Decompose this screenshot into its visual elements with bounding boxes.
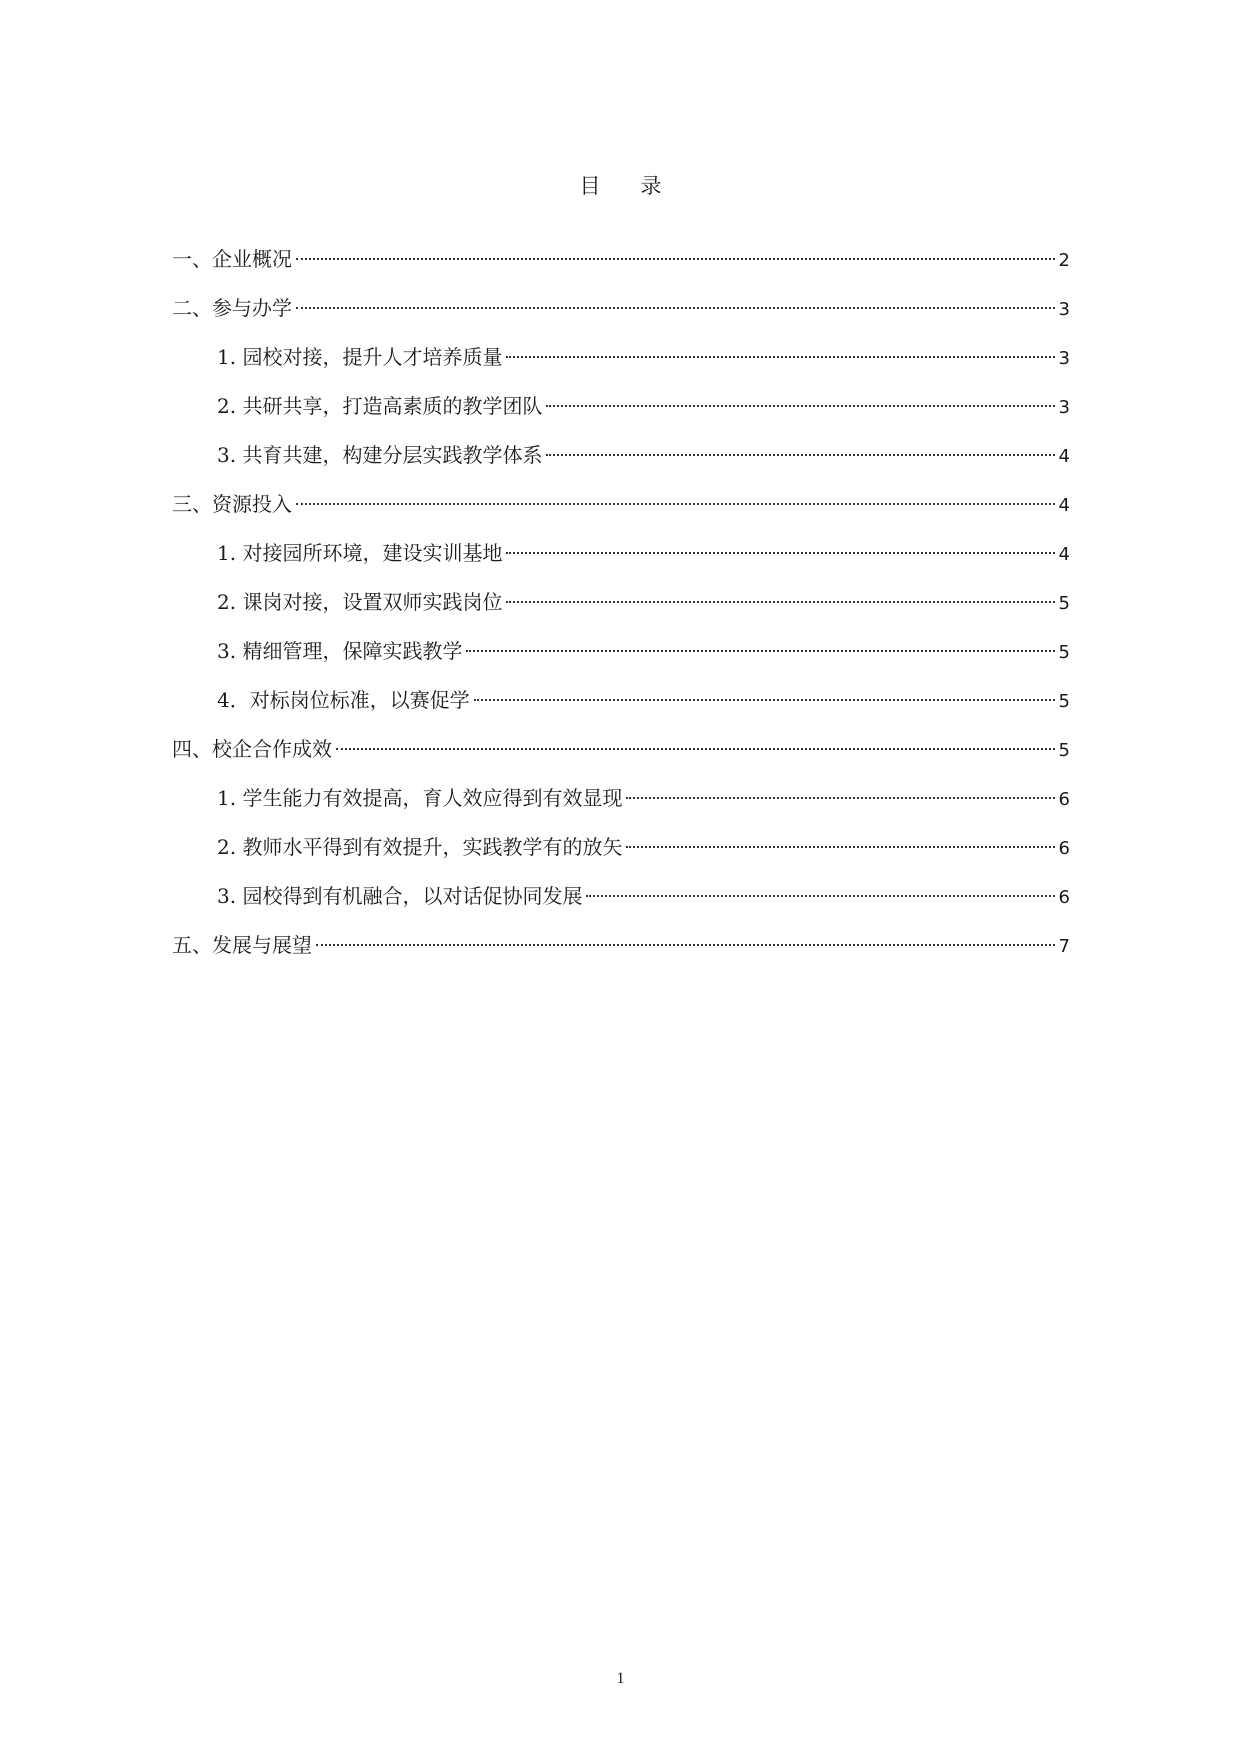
toc-entry-page-number: 4	[1058, 495, 1070, 516]
page-number: 1	[616, 1670, 625, 1687]
toc-entry-page-number: 3	[1058, 397, 1070, 418]
toc-entry[interactable]	[172, 537, 1070, 586]
toc-dot-leader	[626, 777, 1054, 799]
toc-entry-label: 3. 园校得到有机融合，以对话促协同发展	[217, 884, 583, 908]
toc-entry-label: 1. 学生能力有效提高，育人效应得到有效显现	[217, 786, 623, 810]
toc-dot-leader	[586, 875, 1054, 897]
toc-entry-label: 1. 对接园所环境，建设实训基地	[217, 541, 503, 565]
toc-entry[interactable]	[172, 488, 1070, 537]
toc-entry-label: 2. 共研共享，打造高素质的教学团队	[217, 394, 543, 418]
toc-entry-label: 五、发展与展望	[172, 933, 312, 957]
toc-entry-page-number: 5	[1058, 691, 1070, 712]
toc-entry-page-number: 6	[1058, 838, 1070, 859]
toc-list	[172, 243, 1070, 978]
toc-dot-leader	[474, 679, 1055, 701]
toc-entry[interactable]	[172, 831, 1070, 880]
toc-entry-page-number: 3	[1058, 299, 1070, 320]
toc-dot-leader	[546, 434, 1054, 456]
toc-entry-label: 4．对标岗位标准，以赛促学	[217, 688, 470, 712]
toc-entry-page-number: 4	[1058, 446, 1070, 467]
toc-dot-leader	[296, 483, 1055, 505]
toc-dot-leader	[546, 385, 1054, 407]
toc-entry[interactable]	[172, 390, 1070, 439]
toc-entry[interactable]	[172, 439, 1070, 488]
toc-entry-label: 3. 共育共建，构建分层实践教学体系	[217, 443, 543, 467]
toc-entry-page-number: 5	[1058, 642, 1070, 663]
toc-entry[interactable]	[172, 929, 1070, 978]
toc-entry-page-number: 3	[1058, 348, 1070, 369]
toc-entry[interactable]	[172, 733, 1070, 782]
toc-title: 目录	[579, 174, 702, 198]
toc-entry[interactable]	[172, 586, 1070, 635]
toc-entry-page-number: 2	[1058, 250, 1070, 271]
toc-entry-page-number: 6	[1058, 789, 1070, 810]
toc-entry-label: 二、参与办学	[172, 296, 292, 320]
toc-dot-leader	[296, 287, 1055, 309]
toc-entry-label: 一、企业概况	[172, 247, 292, 271]
toc-entry-label: 四、校企合作成效	[172, 737, 332, 761]
toc-entry-label: 1. 园校对接，提升人才培养质量	[217, 345, 503, 369]
toc-entry[interactable]	[172, 635, 1070, 684]
toc-entry[interactable]	[172, 684, 1070, 733]
toc-entry[interactable]	[172, 243, 1070, 292]
toc-dot-leader	[316, 924, 1055, 946]
toc-entry[interactable]	[172, 292, 1070, 341]
toc-entry-label: 2. 教师水平得到有效提升，实践教学有的放矢	[217, 835, 623, 859]
toc-entry-page-number: 5	[1058, 740, 1070, 761]
toc-entry-label: 2. 课岗对接，设置双师实践岗位	[217, 590, 503, 614]
toc-entry-page-number: 5	[1058, 593, 1070, 614]
toc-dot-leader	[506, 336, 1054, 358]
toc-dot-leader	[626, 826, 1054, 848]
toc-entry[interactable]	[172, 880, 1070, 929]
toc-dot-leader	[506, 532, 1054, 554]
toc-dot-leader	[466, 630, 1054, 652]
toc-dot-leader	[336, 728, 1055, 750]
toc-entry-page-number: 4	[1058, 544, 1070, 565]
toc-entry[interactable]	[172, 341, 1070, 390]
toc-entry-label: 3. 精细管理，保障实践教学	[217, 639, 463, 663]
toc-dot-leader	[506, 581, 1054, 603]
toc-dot-leader	[296, 238, 1055, 260]
toc-entry[interactable]	[172, 782, 1070, 831]
toc-entry-page-number: 7	[1058, 936, 1070, 957]
toc-entry-label: 三、资源投入	[172, 492, 292, 516]
toc-entry-page-number: 6	[1058, 887, 1070, 908]
